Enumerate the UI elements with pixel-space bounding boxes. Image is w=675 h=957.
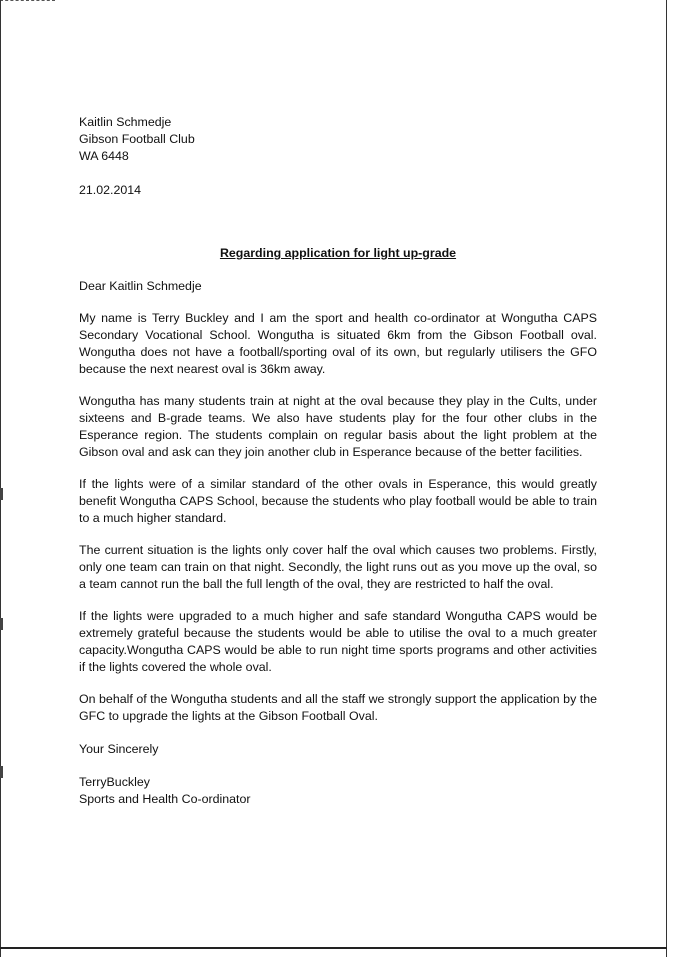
letter-date: 21.02.2014 [79,183,142,197]
salutation: Dear Kaitlin Schmedje [79,279,202,293]
paragraph: If the lights were of a similar standard of the other ovals in Esperance, this would greatly benefit Wongutha CAPS School, because the students who play football would be able to train to a much higher standard. [79,477,597,525]
scan-mark [0,488,3,500]
signature-name: TerryBuckley [79,775,150,789]
scan-edge-top [0,0,55,1]
paragraph: The current situation is the lights only cover half the oval which causes two problems. Firstly, only one team can train on that night. Secondly, the light runs out as you move up the oval, so a team cannot run the ball the full length of the oval, they are restricted to half the oval. [79,543,597,591]
scan-edge-right [666,0,667,957]
signature-block [79,774,597,808]
signature-title: Sports and Health Co-ordinator [79,792,251,806]
paragraph: On behalf of the Wongutha students and all the staff we strongly support the application by the GFC to upgrade the lights at the Gibson Football Oval. [79,692,597,723]
recipient-name: Kaitlin Schmedje [79,115,172,129]
recipient-postcode: WA 6448 [79,149,129,163]
scan-edge-bottom [0,947,667,949]
scan-mark [0,618,3,630]
scan-mark [0,766,3,778]
recipient-address [79,114,597,165]
letter-subject: Regarding application for light up-grade [219,246,457,260]
recipient-organisation: Gibson Football Club [79,132,195,146]
paragraph: If the lights were upgraded to a much higher and safe standard Wongutha CAPS would be extremely grateful because the students would be able to utilise the oval to a much greater capacity.Wongutha CAPS would be able to run night time sports programs and other activities if the lights covered the whole oval. [79,609,597,674]
paragraph: Wongutha has many students train at night at the oval because they play in the Cults, under sixteens and B-grade teams. We also have students play for the four other clubs in the Esperance region. The students complain on regular basis about the light problem at the Gibson oval and ask can they join another club in Esperance because of the better facilities. [79,394,597,459]
paragraph: My name is Terry Buckley and I am the sport and health co-ordinator at Wongutha CAPS Secondary Vocational School. Wongutha is situated 6km from the Gibson Football oval. Wongutha does not have a football/sporting oval of its own, but regularly utilisers the GFO because the next nearest oval is 36km away. [79,311,597,376]
letter-body [79,114,597,808]
closing: Your Sincerely [79,742,159,756]
scan-edge-left [0,0,1,957]
